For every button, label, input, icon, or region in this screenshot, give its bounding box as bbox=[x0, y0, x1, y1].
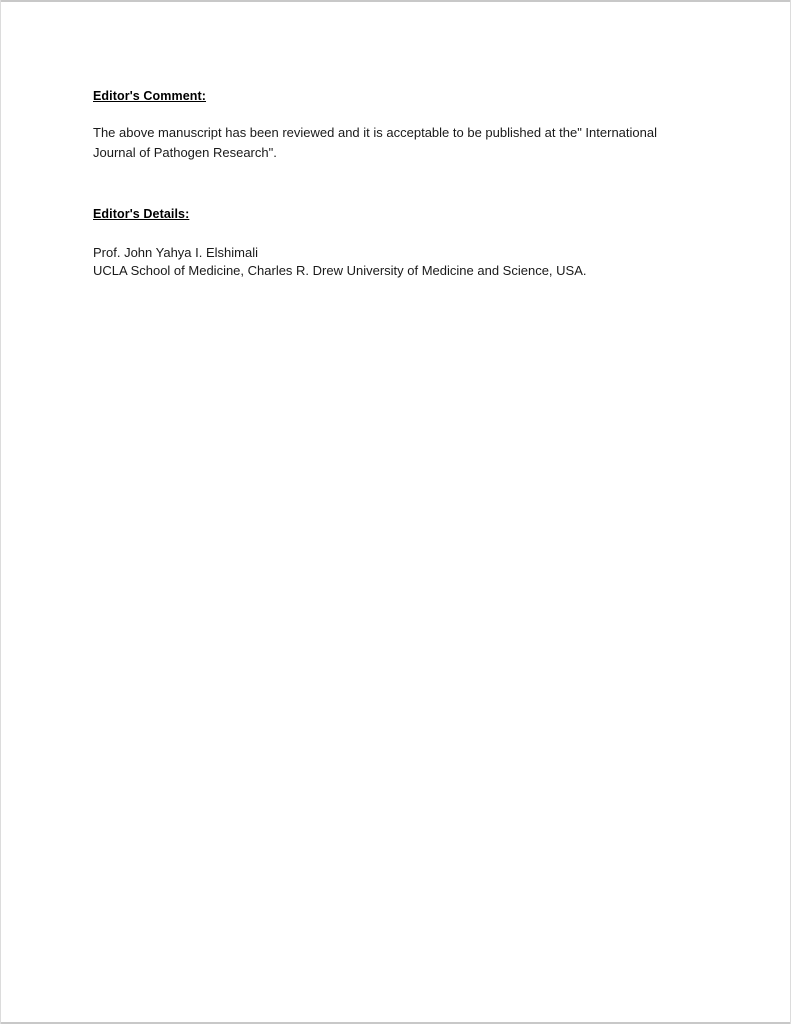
page-border-top bbox=[0, 0, 791, 2]
spacer-after-comment-body bbox=[93, 162, 703, 206]
editor-name-line: Prof. John Yahya I. Elshimali bbox=[93, 245, 258, 260]
editors-comment-heading: Editor's Comment: bbox=[93, 89, 207, 103]
document-content bbox=[93, 88, 703, 280]
editor-affiliation-line: UCLA School of Medicine, Charles R. Drew University of Medicine and Science, USA. bbox=[93, 263, 587, 278]
editors-details-heading: Editor's Details: bbox=[93, 207, 190, 221]
spacer-after-details-heading bbox=[93, 222, 703, 244]
spacer-after-comment-heading bbox=[93, 104, 703, 123]
editors-comment-body: The above manuscript has been reviewed and it is acceptable to be published at the" International Journal of Pathogen Research". bbox=[93, 125, 657, 160]
page-border-left bbox=[0, 0, 1, 1024]
